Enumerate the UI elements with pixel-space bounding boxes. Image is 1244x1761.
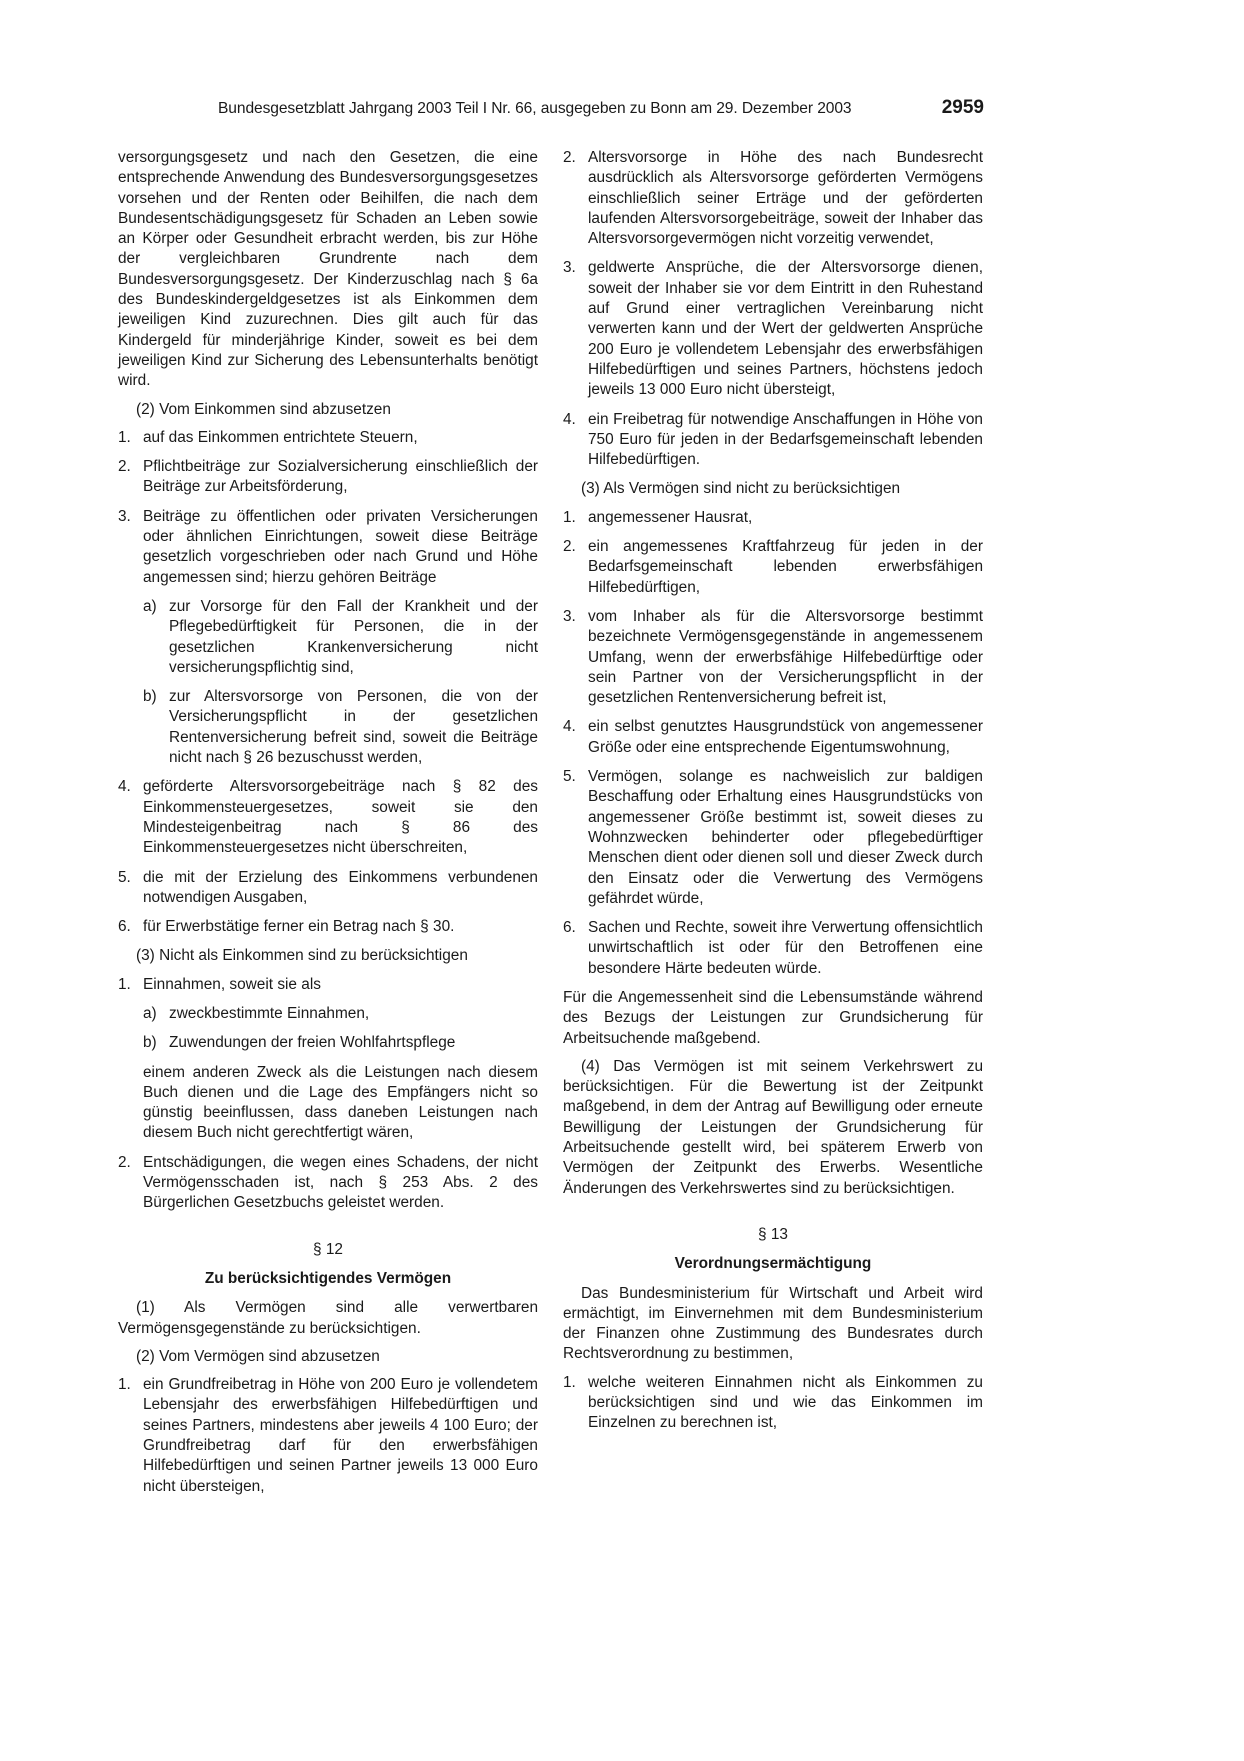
section-title: Zu berücksichtigendes Vermögen — [204, 1269, 452, 1287]
sub-list-text: zweckbestimmte Einnahmen, — [169, 1004, 370, 1022]
list-item — [563, 767, 983, 909]
list-item — [118, 428, 538, 448]
list-item — [563, 918, 983, 979]
list-item — [563, 1373, 983, 1434]
subsection-heading: (3) Nicht als Einkommen sind zu berücksichtigen — [136, 947, 468, 965]
sub-list-letter: a) — [143, 1004, 157, 1022]
list-number: 5. — [563, 768, 576, 786]
list-number: 5. — [118, 868, 131, 886]
list-text: vom Inhaber als für die Altersvorsorge bestimmt bezeichnete Vermögensgegenstände in angemessenem Umfang, wenn der erwerbsfähige Hilfebedürftige oder sein Partner von der Versicherungspflicht in der gesetzlichen Rentenversicherung befreit ist, — [588, 607, 983, 707]
list-item — [118, 868, 538, 909]
sub-list-letter: a) — [143, 597, 157, 615]
list-number: 1. — [563, 508, 576, 526]
list-number: 3. — [563, 259, 576, 277]
left-column — [118, 148, 538, 1506]
list-text: Altersvorsorge in Höhe des nach Bundesrecht ausdrücklich als Altersvorsorge geförderten Vermögens einschließlich seiner Erträge und der geförderten laufenden Altersvorsorgebeiträge, soweit der Inhaber das Altersvorsorgevermögen nicht vorzeitig verwendet, — [588, 149, 983, 248]
list-number: 2. — [563, 149, 576, 166]
list-text: angemessener Hausrat, — [588, 508, 753, 526]
list-continuation: einem anderen Zweck als die Leistungen nach diesem Buch dienen und die Lage des Empfängers nicht so günstig beeinflussen, dass daneben Leistungen nach diesem Buch nicht gerechtfertigt wären, — [143, 1063, 538, 1142]
list-text: auf das Einkommen entrichtete Steuern, — [143, 428, 418, 446]
list-text: ein selbst genutztes Hausgrundstück von angemessener Größe oder eine entsprechende Eigentumswohnung, — [588, 718, 983, 756]
list-number: 1. — [563, 1373, 576, 1391]
right-column — [563, 148, 983, 1443]
list-number: 2. — [118, 458, 131, 476]
list-item — [118, 457, 538, 498]
list-text: für Erwerbstätige ferner ein Betrag nach § 30. — [143, 918, 455, 936]
subsection-heading: (2) Vom Einkommen sind abzusetzen — [136, 400, 391, 418]
list-number: 6. — [563, 919, 576, 937]
list-number: 3. — [563, 607, 576, 625]
list-item — [563, 537, 983, 598]
sub-list-item — [118, 687, 538, 768]
section-number: § 12 — [313, 1240, 343, 1258]
paragraph: (1) Als Vermögen sind alle verwertbaren Vermögensgegenstände zu berücksichtigen. — [118, 1299, 538, 1337]
list-item — [563, 607, 983, 708]
section-title: Verordnungsermächtigung — [674, 1255, 872, 1273]
list-number: 2. — [563, 538, 576, 556]
sub-list-text: zur Altersvorsorge von Personen, die von der Versicherungspflicht in der gesetzlichen Rentenversicherung befreit sind, soweit die Beiträge nicht nach § 26 bezuschusst werden, — [169, 688, 538, 767]
list-number: 1. — [118, 428, 131, 446]
list-item — [118, 777, 538, 858]
subsection-heading: (2) Vom Vermögen sind abzusetzen — [136, 1347, 380, 1365]
sub-list-letter: b) — [143, 688, 157, 706]
sub-list-item — [118, 597, 538, 678]
list-text: die mit der Erzielung des Einkommens verbundenen notwendigen Ausgaben, — [143, 868, 538, 906]
sub-list-letter: b) — [143, 1034, 157, 1052]
list-number: 1. — [118, 975, 131, 993]
paragraph: (4) Das Vermögen ist mit seinem Verkehrswert zu berücksichtigen. Für die Bewertung ist der Zeitpunkt maßgebend, in dem der Antrag auf Bewilligung oder erneute Bewilligung der Leistungen der Grundsicherung für Arbeitsuchende gestellt wird, bei späterem Erwerb von Vermögen der Zeitpunkt des Erwerbs. Wesentliche Änderungen des Verkehrswertes sind zu berücksichtigen. — [563, 1057, 983, 1197]
list-number: 4. — [118, 778, 131, 796]
list-item — [563, 717, 983, 758]
list-text: ein Grundfreibetrag in Höhe von 200 Euro je vollendetem Lebensjahr des erwerbsfähigen Hilfebedürftigen und seines Partners, mindestens aber jeweils 4 100 Euro; der Grundfreibetrag darf für den erwerbsfähigen Hilfebedürftigen und seinen Partner jeweils 13 000 Euro nicht übersteigen, — [143, 1376, 538, 1495]
list-number: 6. — [118, 918, 131, 936]
list-text: Pflichtbeiträge zur Sozialversicherung einschließlich der Beiträge zur Arbeitsförderung, — [143, 458, 538, 496]
list-number: 1. — [118, 1376, 131, 1394]
paragraph: Das Bundesministerium für Wirtschaft und Arbeit wird ermächtigt, im Einvernehmen mit dem Bundesministerium der Finanzen ohne Zustimmung des Bundesrates durch Rechtsverordnung zu bestimmen, — [563, 1284, 983, 1363]
page-header — [0, 97, 1100, 124]
running-head: Bundesgesetzblatt Jahrgang 2003 Teil I Nr. 66, ausgegeben zu Bonn am 29. Dezember 2003 — [218, 100, 852, 117]
paragraph: versorgungsgesetz und nach den Gesetzen, die eine entsprechende Anwendung des Bundesversorgungsgesetzes vorsehen und der Renten oder Beihilfen, die nach dem Bundesentschädigungsgesetz für Schaden an Leben sowie an Körper oder Gesundheit erbracht werden, bis zur Höhe der vergleichbaren Grundrente nach dem Bundesversorgungsgesetz. Der Kinderzuschlag nach § 6a des Bundeskindergeldgesetzes ist als Einkommen dem jeweiligen Kind zuzurechnen. Dies gilt auch für das Kindergeld für minderjährige Kinder, soweit es bei dem jeweiligen Kind zur Sicherung des Lebensunterhalts benötigt wird. — [118, 149, 538, 390]
list-number: 4. — [563, 410, 576, 428]
list-item — [118, 1375, 538, 1497]
sub-list-text: zur Vorsorge für den Fall der Krankheit und der Pflegebedürftigkeit für Personen, die in der gesetzlichen Krankenversicherung nicht versicherungspflichtig sind, — [169, 597, 538, 676]
list-number: 2. — [118, 1153, 131, 1171]
sub-list-text: Zuwendungen der freien Wohlfahrtspflege — [169, 1034, 456, 1052]
paragraph: Für die Angemessenheit sind die Lebensumstände während des Bezugs der Leistungen zur Grundsicherung für Arbeitsuchende maßgebend. — [563, 988, 983, 1047]
section-number: § 13 — [758, 1225, 788, 1243]
sub-list-item — [118, 1004, 538, 1024]
list-item — [118, 917, 538, 937]
list-item — [563, 148, 983, 249]
list-item — [118, 507, 538, 588]
list-text: Beiträge zu öffentlichen oder privaten Versicherungen oder ähnlichen Einrichtungen, soweit diese Beiträge gesetzlich vorgeschrieben oder nach Grund und Höhe angemessen sind; hierzu gehören Beiträge — [143, 507, 538, 586]
list-item — [563, 410, 983, 471]
list-number: 4. — [563, 718, 576, 736]
list-text: Vermögen, solange es nachweislich zur baldigen Beschaffung oder Erhaltung eines Hausgrundstücks von angemessener Größe bestimmt ist, soweit dieses zu Wohnzwecken behinderter oder pflegebedürftiger Menschen dient oder dienen soll und dieser Zweck durch den Einsatz oder die Verwertung des Vermögens gefährdet würde, — [588, 768, 983, 907]
list-text: geförderte Altersvorsorgebeiträge nach § 82 des Einkommensteuergesetzes, soweit sie den Mindesteigenbeitrag nach § 86 des Einkommensteuergesetzes nicht überschreiten, — [143, 778, 538, 857]
page-number: 2959 — [941, 97, 984, 118]
list-text: Entschädigungen, die wegen eines Schadens, der nicht Vermögensschaden ist, nach § 253 Abs. 2 des Bürgerlichen Gesetzbuchs geleistet werden. — [143, 1153, 538, 1212]
list-number: 3. — [118, 507, 131, 525]
list-text: ein Freibetrag für notwendige Anschaffungen in Höhe von 750 Euro für jeden in der Bedarfsgemeinschaft lebenden Hilfebedürftigen. — [588, 410, 983, 469]
list-item — [563, 508, 983, 528]
list-text: welche weiteren Einnahmen nicht als Einkommen zu berücksichtigen sind und wie das Einkommen im Einzelnen zu berechnen ist, — [588, 1373, 983, 1432]
list-item — [118, 1153, 538, 1214]
list-item — [563, 258, 983, 400]
list-text: Sachen und Rechte, soweit ihre Verwertung offensichtlich unwirtschaftlich ist oder für den Betroffenen eine besondere Härte bedeuten würde. — [588, 919, 983, 977]
sub-list-item — [118, 1033, 538, 1053]
list-item — [118, 975, 538, 995]
list-text: Einnahmen, soweit sie als — [143, 975, 321, 993]
list-text: ein angemessenes Kraftfahrzeug für jeden in der Bedarfsgemeinschaft lebenden erwerbsfähigen Hilfebedürftigen, — [588, 538, 983, 596]
list-text: geldwerte Ansprüche, die der Altersvorsorge dienen, soweit der Inhaber sie vor dem Eintritt in den Ruhestand auf Grund einer vertraglichen Vereinbarung nicht verwerten kann und der Wert der geldwerten Ansprüche 200 Euro je vollendetem Lebensjahr des erwerbsfähigen Hilfebedürftigen und seines Partners, höchstens jedoch jeweils 13 000 Euro nicht übersteigt, — [588, 259, 983, 399]
subsection-heading: (3) Als Vermögen sind nicht zu berücksichtigen — [581, 480, 901, 498]
